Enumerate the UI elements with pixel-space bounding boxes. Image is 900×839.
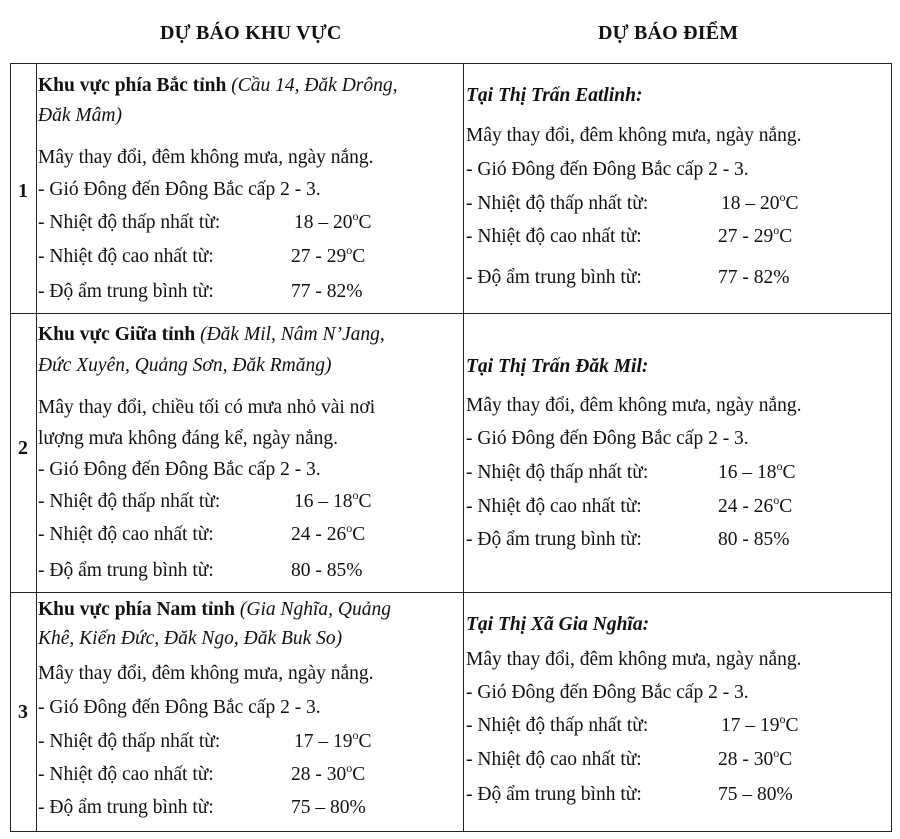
region-min-temp-label: - Nhiệt độ thấp nhất từ:: [38, 212, 221, 233]
point-description: Mây thay đổi, đêm không mưa, ngày nắng.: [466, 125, 802, 146]
region-min-temp-value: 16 – 18$^o$C: [294, 487, 372, 512]
region-wind: - Gió Đông đến Đông Bắc cấp 2 - 3.: [38, 459, 321, 480]
region-humidity-value: 77 - 82%: [291, 281, 363, 302]
point-max-temp-value: 27 - 29$^o$C: [718, 222, 793, 247]
region-max-temp-label: - Nhiệt độ cao nhất từ:: [38, 524, 214, 545]
header-point-forecast: DỰ BÁO ĐIỂM: [598, 22, 739, 44]
region-humidity-label: - Độ ẩm trung bình từ:: [38, 560, 214, 581]
point-title: Tại Thị Trấn Eatlinh:: [466, 85, 643, 106]
point-wind: - Gió Đông đến Đông Bắc cấp 2 - 3.: [466, 428, 749, 449]
point-max-temp-label: - Nhiệt độ cao nhất từ:: [466, 226, 642, 247]
region-max-temp-value: 27 - 29$^o$C: [291, 242, 366, 267]
point-description: Mây thay đổi, đêm không mưa, ngày nắng.: [466, 395, 802, 416]
region-wind: - Gió Đông đến Đông Bắc cấp 2 - 3.: [38, 179, 321, 200]
region-humidity-label: - Độ ẩm trung bình từ:: [38, 797, 214, 818]
region-title: Khu vực phía Bắc tỉnh: [38, 75, 227, 96]
point-description: Mây thay đổi, đêm không mưa, ngày nắng.: [466, 649, 802, 670]
point-humidity-label: - Độ ẩm trung bình từ:: [466, 529, 642, 550]
region-areas: (Đăk Mil, Nâm N’Jang,: [200, 324, 385, 345]
number-column-divider: [36, 63, 37, 832]
region-max-temp-value: 24 - 26$^o$C: [291, 520, 366, 545]
header-region-forecast: DỰ BÁO KHU VỰC: [160, 22, 342, 44]
point-max-temp-value: 24 - 26$^o$C: [718, 492, 793, 517]
table-left-border: [10, 63, 11, 832]
region-description: Mây thay đổi, chiều tối có mưa nhỏ vài nơi: [38, 397, 376, 418]
point-min-temp-label: - Nhiệt độ thấp nhất từ:: [466, 193, 649, 214]
region-max-temp-label: - Nhiệt độ cao nhất từ:: [38, 764, 214, 785]
point-wind: - Gió Đông đến Đông Bắc cấp 2 - 3.: [466, 682, 749, 703]
region-areas-cont: Đức Xuyên, Quảng Sơn, Đăk Rmăng): [38, 355, 332, 376]
table-top-border: [10, 63, 892, 64]
point-wind: - Gió Đông đến Đông Bắc cấp 2 - 3.: [466, 159, 749, 180]
region-min-temp-value: 18 – 20$^o$C: [294, 208, 372, 233]
point-max-temp-value: 28 - 30$^o$C: [718, 745, 793, 770]
region-min-temp-label: - Nhiệt độ thấp nhất từ:: [38, 491, 221, 512]
point-min-temp-label: - Nhiệt độ thấp nhất từ:: [466, 715, 649, 736]
column-divider: [463, 63, 464, 832]
point-min-temp-value: 17 – 19$^o$C: [721, 711, 799, 736]
point-max-temp-label: - Nhiệt độ cao nhất từ:: [466, 749, 642, 770]
region-wind: - Gió Đông đến Đông Bắc cấp 2 - 3.: [38, 697, 321, 718]
table-bottom-border: [10, 831, 892, 832]
point-title: Tại Thị Xã Gia Nghĩa:: [466, 614, 650, 635]
region-humidity-label: - Độ ẩm trung bình từ:: [38, 281, 214, 302]
table-right-border: [891, 63, 892, 832]
region-max-temp-label: - Nhiệt độ cao nhất từ:: [38, 246, 214, 267]
point-humidity-value: 77 - 82%: [718, 267, 790, 288]
region-min-temp-value: 17 – 19$^o$C: [294, 727, 372, 752]
region-description-cont: lượng mưa không đáng kể, ngày nắng.: [38, 428, 339, 449]
point-humidity-value: 75 – 80%: [718, 784, 793, 805]
region-areas-cont: Khê, Kiến Đức, Đăk Ngo, Đăk Buk So): [38, 628, 343, 649]
point-min-temp-label: - Nhiệt độ thấp nhất từ:: [466, 462, 649, 483]
region-areas: (Cầu 14, Đăk Drông,: [231, 75, 398, 96]
region-humidity-value: 75 – 80%: [291, 797, 366, 818]
region-areas-cont: Đăk Mâm): [38, 105, 122, 126]
point-humidity-label: - Độ ẩm trung bình từ:: [466, 267, 642, 288]
row-number: 2: [18, 437, 28, 459]
region-title: Khu vực phía Nam tỉnh: [38, 599, 235, 620]
row-number: 1: [18, 180, 28, 202]
region-min-temp-label: - Nhiệt độ thấp nhất từ:: [38, 731, 221, 752]
row-divider-1: [10, 313, 892, 314]
point-min-temp-value: 18 – 20$^o$C: [721, 189, 799, 214]
row-number: 3: [18, 701, 28, 723]
region-description: Mây thay đổi, đêm không mưa, ngày nắng.: [38, 663, 374, 684]
point-humidity-value: 80 - 85%: [718, 529, 790, 550]
point-max-temp-label: - Nhiệt độ cao nhất từ:: [466, 496, 642, 517]
point-min-temp-value: 16 – 18$^o$C: [718, 458, 796, 483]
region-areas: (Gia Nghĩa, Quảng: [239, 599, 391, 620]
region-title: Khu vực Giữa tỉnh: [38, 324, 196, 345]
region-max-temp-value: 28 - 30$^o$C: [291, 760, 366, 785]
row-divider-2: [10, 592, 892, 593]
point-title: Tại Thị Trấn Đăk Mil:: [466, 356, 649, 377]
region-description: Mây thay đổi, đêm không mưa, ngày nắng.: [38, 147, 374, 168]
region-humidity-value: 80 - 85%: [291, 560, 363, 581]
point-humidity-label: - Độ ẩm trung bình từ:: [466, 784, 642, 805]
